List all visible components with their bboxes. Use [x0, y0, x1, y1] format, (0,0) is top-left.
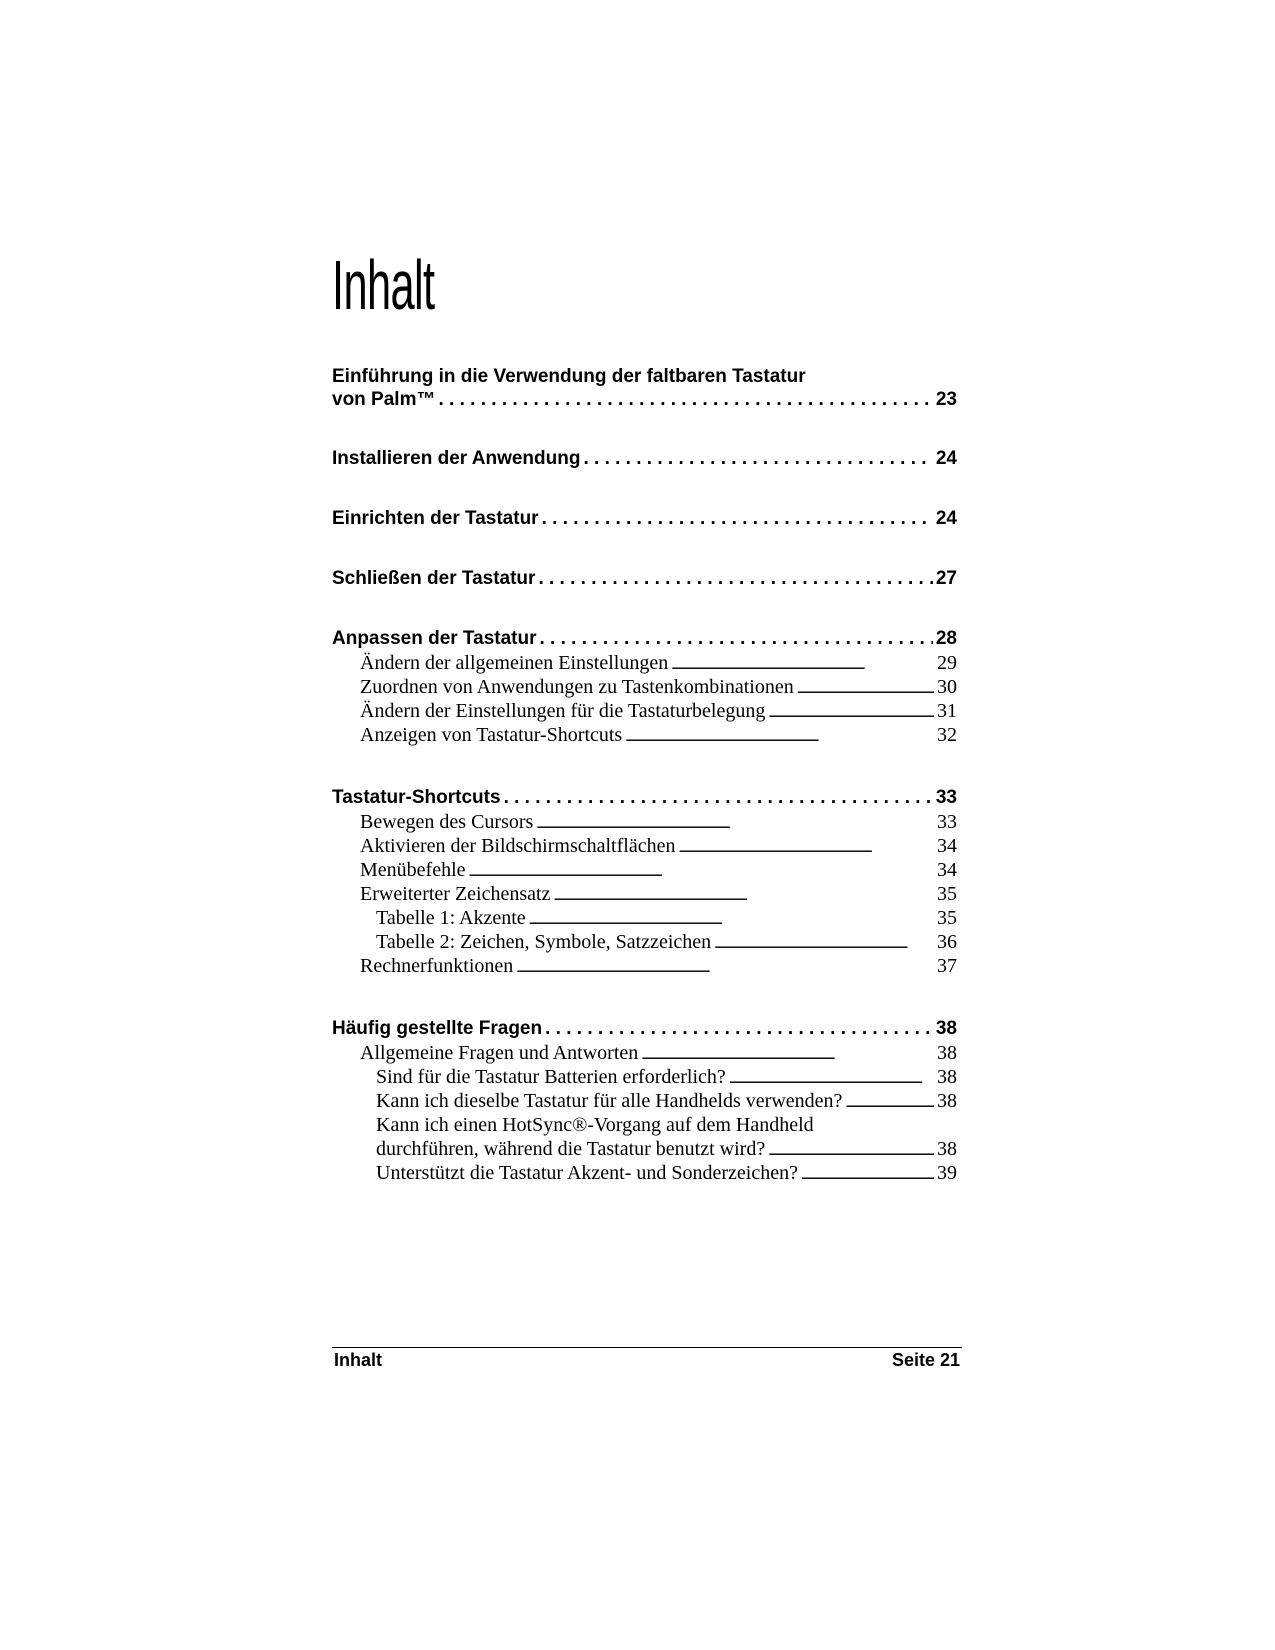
toc-page-number: 38	[937, 1042, 957, 1064]
dot-leader	[797, 676, 934, 699]
toc-item[interactable]	[360, 652, 957, 675]
dot-leader	[538, 568, 932, 590]
toc-section-faq[interactable]	[332, 1018, 957, 1040]
toc-item[interactable]	[360, 835, 957, 858]
toc-label: Bewegen des Cursors	[360, 811, 534, 833]
toc-subitem[interactable]	[376, 1066, 957, 1089]
toc-label: von Palm™	[332, 389, 436, 410]
toc-section-intro-line1[interactable]	[332, 366, 957, 388]
dot-leader	[768, 1138, 934, 1161]
toc-page-number: 33	[935, 787, 957, 808]
toc-item[interactable]	[360, 1042, 957, 1065]
dot-leader	[504, 787, 933, 809]
toc-label: Allgemeine Fragen und Antworten	[360, 1042, 639, 1064]
toc-item[interactable]	[360, 700, 957, 723]
toc-subitem[interactable]	[376, 1138, 957, 1161]
toc-page-number: 31	[937, 700, 957, 722]
toc-item[interactable]	[360, 811, 957, 834]
toc-label: Schließen der Tastatur	[332, 568, 536, 589]
toc-page-number: 35	[937, 883, 957, 905]
toc-label: Erweiterter Zeichensatz	[360, 883, 551, 905]
dot-leader	[678, 835, 934, 858]
toc-label: Rechnerfunktionen	[360, 955, 514, 977]
toc-item[interactable]	[360, 883, 957, 906]
toc-page-number: 39	[937, 1162, 957, 1184]
toc-item[interactable]	[360, 859, 957, 882]
toc-section-install[interactable]	[332, 448, 957, 470]
toc-section-close[interactable]	[332, 568, 957, 590]
dot-leader	[625, 724, 934, 747]
toc-page-number: 23	[935, 389, 957, 410]
toc-section-customize[interactable]	[332, 628, 957, 650]
toc-subitem[interactable]	[376, 1162, 957, 1185]
toc-page-number: 34	[937, 835, 957, 857]
toc-page-number: 34	[937, 859, 957, 881]
dot-leader	[545, 1018, 933, 1040]
toc-label: Einführung in die Verwendung der faltbaren Tastatur	[332, 366, 806, 387]
toc-label: Zuordnen von Anwendungen zu Tastenkombinationen	[360, 676, 794, 698]
toc-item[interactable]	[360, 724, 957, 747]
toc-section-shortcuts[interactable]	[332, 787, 957, 809]
toc-label: Ändern der Einstellungen für die Tastaturbelegung	[360, 700, 766, 722]
toc-label: Aktivieren der Bildschirmschaltflächen	[360, 835, 676, 857]
toc-label: Häufig gestellte Fragen	[332, 1018, 543, 1039]
toc-label: Einrichten der Tastatur	[332, 508, 539, 529]
footer-section-name: Inhalt	[334, 1350, 382, 1370]
toc-subitem[interactable]	[376, 931, 957, 954]
dot-leader	[729, 1066, 934, 1089]
dot-leader	[714, 931, 934, 954]
toc-item[interactable]	[360, 676, 957, 699]
toc-label: Tastatur-Shortcuts	[332, 787, 501, 808]
dot-leader	[671, 652, 934, 675]
page-title: Inhalt	[332, 246, 435, 324]
toc-label: Tabelle 2: Zeichen, Symbole, Satzzeichen	[376, 931, 712, 953]
footer-page-number: Seite 21	[891, 1350, 960, 1370]
toc-page-number: 28	[935, 628, 957, 649]
toc-page-number: 32	[937, 724, 957, 746]
toc-label: durchführen, während die Tastatur benutzt wird?	[376, 1138, 766, 1160]
toc-label: Tabelle 1: Akzente	[376, 907, 526, 929]
dot-leader	[542, 508, 933, 530]
toc-item[interactable]	[360, 955, 957, 978]
dot-leader	[469, 859, 934, 882]
dot-leader	[583, 448, 932, 470]
dot-leader	[801, 1162, 934, 1185]
toc-subitem-line1[interactable]	[376, 1114, 957, 1137]
toc-page-number: 37	[937, 955, 957, 977]
toc-section-intro[interactable]	[332, 389, 957, 411]
dot-leader	[553, 883, 934, 906]
toc-label: Kann ich dieselbe Tastatur für alle Handhelds verwenden?	[376, 1090, 843, 1112]
dot-leader	[539, 628, 932, 650]
toc-page-number: 24	[935, 448, 957, 469]
toc-label: Anzeigen von Tastatur-Shortcuts	[360, 724, 623, 746]
toc-page-number: 38	[937, 1138, 957, 1160]
toc-page-number: 38	[935, 1018, 957, 1039]
dot-leader	[529, 907, 934, 930]
toc-label: Menübefehle	[360, 859, 466, 881]
toc-label: Unterstützt die Tastatur Akzent- und Sonderzeichen?	[376, 1162, 798, 1184]
toc-label: Ändern der allgemeinen Einstellungen	[360, 652, 669, 674]
toc-page-number: 38	[937, 1066, 957, 1088]
toc-subitem[interactable]	[376, 907, 957, 930]
toc-page-number: 33	[937, 811, 957, 833]
dot-leader	[845, 1090, 934, 1113]
dot-leader	[768, 700, 934, 723]
dot-leader	[641, 1042, 934, 1065]
toc-page-number: 30	[937, 676, 957, 698]
dot-leader	[438, 389, 932, 411]
toc-subitem[interactable]	[376, 1090, 957, 1113]
toc-page-number: 29	[937, 652, 957, 674]
toc-label: Installieren der Anwendung	[332, 448, 581, 469]
dot-leader	[516, 955, 934, 978]
toc-page-number: 24	[935, 508, 957, 529]
toc-section-setup[interactable]	[332, 508, 957, 530]
dot-leader	[536, 811, 934, 834]
toc-page-number: 36	[937, 931, 957, 953]
toc-label: Kann ich einen HotSync®-Vorgang auf dem Handheld	[376, 1114, 814, 1136]
toc-page-number: 38	[937, 1090, 957, 1112]
toc-label: Anpassen der Tastatur	[332, 628, 537, 649]
toc-page-number: 27	[935, 568, 957, 589]
toc-label: Sind für die Tastatur Batterien erforderlich?	[376, 1066, 726, 1088]
toc-page-number: 35	[937, 907, 957, 929]
footer-divider	[332, 1347, 962, 1348]
